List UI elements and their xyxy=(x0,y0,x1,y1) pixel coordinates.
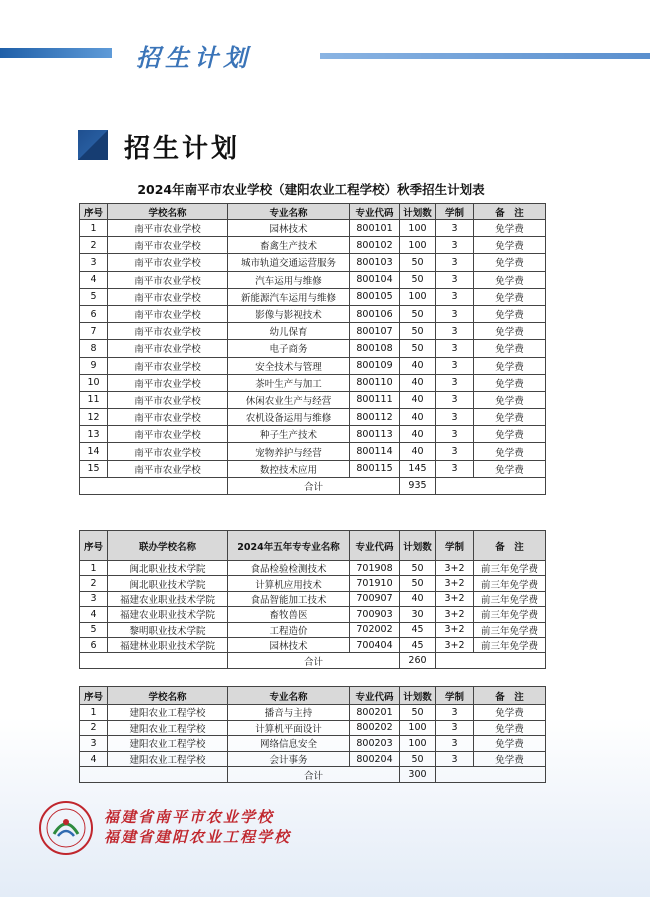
table-cell: 800102 xyxy=(350,237,400,254)
table-cell: 南平市农业学校 xyxy=(108,460,228,477)
table-cell: 免学费 xyxy=(474,705,546,721)
table-row xyxy=(80,305,546,322)
col-header: 序号 xyxy=(80,687,108,705)
total-value: 300 xyxy=(400,767,436,783)
table-cell: 3 xyxy=(436,705,474,721)
table-cell: 10 xyxy=(80,374,108,391)
col-header: 备 注 xyxy=(474,531,546,561)
table1-caption: 2024年南平市农业学校（建阳农业工程学校）秋季招生计划表 xyxy=(137,182,485,197)
table-cell: 3 xyxy=(436,374,474,391)
table-cell: 40 xyxy=(400,374,436,391)
header-title: 招生计划 xyxy=(136,43,252,72)
table-cell: 30 xyxy=(400,607,436,622)
table-row xyxy=(80,705,546,721)
table-cell: 100 xyxy=(400,720,436,736)
table-cell: 800108 xyxy=(350,340,400,357)
table-cell: 南平市农业学校 xyxy=(108,323,228,340)
col-header: 序号 xyxy=(80,531,108,561)
col-header: 备 注 xyxy=(474,204,546,220)
table-cell: 800103 xyxy=(350,254,400,271)
table-row xyxy=(80,288,546,305)
table-cell: 9 xyxy=(80,357,108,374)
table-row xyxy=(80,751,546,767)
table-cell: 会计事务 xyxy=(228,751,350,767)
table-cell: 40 xyxy=(400,443,436,460)
table-cell: 免学费 xyxy=(474,237,546,254)
table-cell: 702002 xyxy=(350,622,400,637)
table-cell: 宠物养护与经营 xyxy=(228,443,350,460)
table-cell: 南平市农业学校 xyxy=(108,237,228,254)
table-cell: 800204 xyxy=(350,751,400,767)
table2-header-row xyxy=(80,531,546,561)
table-cell: 免学费 xyxy=(474,220,546,237)
table-cell: 45 xyxy=(400,622,436,637)
table-cell: 前三年免学费 xyxy=(474,607,546,622)
table-row xyxy=(80,720,546,736)
table-cell: 3 xyxy=(80,736,108,752)
table-cell: 免学费 xyxy=(474,340,546,357)
table-cell: 50 xyxy=(400,705,436,721)
col-header: 专业代码 xyxy=(350,687,400,705)
table-cell: 3 xyxy=(80,254,108,271)
table-cell: 701910 xyxy=(350,576,400,591)
table-cell: 免学费 xyxy=(474,751,546,767)
table-row xyxy=(80,409,546,426)
table-cell: 100 xyxy=(400,237,436,254)
table-cell: 福建林业职业技术学院 xyxy=(108,637,228,652)
table-cell: 前三年免学费 xyxy=(474,561,546,576)
table-cell: 计算机平面设计 xyxy=(228,720,350,736)
table-cell: 数控技术应用 xyxy=(228,460,350,477)
table-cell: 3 xyxy=(436,288,474,305)
table-cell: 黎明职业技术学院 xyxy=(108,622,228,637)
table-cell: 南平市农业学校 xyxy=(108,305,228,322)
table-cell: 100 xyxy=(400,288,436,305)
table-row xyxy=(80,736,546,752)
table-cell: 前三年免学费 xyxy=(474,591,546,606)
table-cell: 前三年免学费 xyxy=(474,637,546,652)
table-cell: 新能源汽车运用与维修 xyxy=(228,288,350,305)
table-cell: 800111 xyxy=(350,391,400,408)
table-cell: 免学费 xyxy=(474,736,546,752)
table-cell: 3 xyxy=(436,409,474,426)
table-cell: 50 xyxy=(400,254,436,271)
table-cell: 800106 xyxy=(350,305,400,322)
table-cell: 3 xyxy=(436,254,474,271)
table-cell: 700903 xyxy=(350,607,400,622)
table-cell: 3+2 xyxy=(436,637,474,652)
table-row xyxy=(80,637,546,652)
col-header: 备 注 xyxy=(474,687,546,705)
table-cell: 影像与影视技术 xyxy=(228,305,350,322)
table-cell xyxy=(80,477,228,494)
table-row xyxy=(80,271,546,288)
table-cell: 8 xyxy=(80,340,108,357)
table-cell: 800110 xyxy=(350,374,400,391)
table-cell: 3 xyxy=(436,323,474,340)
col-header: 2024年五年专专业名称 xyxy=(228,531,350,561)
table-cell: 前三年免学费 xyxy=(474,576,546,591)
total-label: 合计 xyxy=(228,767,400,783)
table-cell: 6 xyxy=(80,305,108,322)
table-cell: 11 xyxy=(80,391,108,408)
table-cell: 50 xyxy=(400,561,436,576)
table-cell: 福建农业职业技术学院 xyxy=(108,607,228,622)
table-cell: 园林技术 xyxy=(228,220,350,237)
table-cell: 6 xyxy=(80,637,108,652)
table-cell: 免学费 xyxy=(474,357,546,374)
table-cell: 3 xyxy=(436,460,474,477)
section-mark-icon xyxy=(78,130,108,160)
table-cell: 13 xyxy=(80,426,108,443)
table-cell: 农机设备运用与维修 xyxy=(228,409,350,426)
table-cell: 800202 xyxy=(350,720,400,736)
table-cell: 建阳农业工程学校 xyxy=(108,720,228,736)
table-cell xyxy=(436,767,546,783)
table-total-row xyxy=(80,477,546,494)
table-row xyxy=(80,340,546,357)
table-cell: 畜牧兽医 xyxy=(228,607,350,622)
table-cell xyxy=(436,653,546,668)
table-cell: 种子生产技术 xyxy=(228,426,350,443)
col-header: 计划数 xyxy=(400,531,436,561)
table-cell: 3 xyxy=(436,426,474,443)
table-cell: 800104 xyxy=(350,271,400,288)
table-row xyxy=(80,622,546,637)
table-cell: 3+2 xyxy=(436,591,474,606)
table-cell: 5 xyxy=(80,622,108,637)
table-cell: 3 xyxy=(436,220,474,237)
table-cell: 电子商务 xyxy=(228,340,350,357)
table-cell: 南平市农业学校 xyxy=(108,443,228,460)
table-cell: 2 xyxy=(80,576,108,591)
table-cell: 50 xyxy=(400,751,436,767)
table-total-row xyxy=(80,653,546,668)
table-cell: 15 xyxy=(80,460,108,477)
table-cell: 3 xyxy=(436,751,474,767)
table-cell: 800201 xyxy=(350,705,400,721)
table-cell: 免学费 xyxy=(474,720,546,736)
header-band-right xyxy=(320,53,650,59)
table-cell: 800112 xyxy=(350,409,400,426)
table-cell: 50 xyxy=(400,576,436,591)
table-cell: 40 xyxy=(400,591,436,606)
table-cell: 40 xyxy=(400,426,436,443)
table-cell: 1 xyxy=(80,705,108,721)
total-value: 260 xyxy=(400,653,436,668)
table-row xyxy=(80,576,546,591)
table-cell: 4 xyxy=(80,751,108,767)
col-header: 计划数 xyxy=(400,687,436,705)
table-cell: 700404 xyxy=(350,637,400,652)
table-cell: 南平市农业学校 xyxy=(108,357,228,374)
table-cell: 40 xyxy=(400,391,436,408)
col-header: 专业名称 xyxy=(228,687,350,705)
table-cell: 建阳农业工程学校 xyxy=(108,736,228,752)
table-row xyxy=(80,391,546,408)
table-row xyxy=(80,561,546,576)
table-cell: 45 xyxy=(400,637,436,652)
footer-school-name-1: 福建省南平市农业学校 xyxy=(104,808,275,826)
table-cell: 3 xyxy=(436,391,474,408)
table-cell: 3 xyxy=(436,357,474,374)
table-cell: 50 xyxy=(400,323,436,340)
table-cell: 14 xyxy=(80,443,108,460)
table-cell: 3+2 xyxy=(436,607,474,622)
table-cell: 800203 xyxy=(350,736,400,752)
table-cell: 3 xyxy=(436,237,474,254)
col-header: 专业代码 xyxy=(350,204,400,220)
table-cell: 免学费 xyxy=(474,271,546,288)
table-cell: 南平市农业学校 xyxy=(108,271,228,288)
col-header: 学制 xyxy=(436,687,474,705)
table-cell: 南平市农业学校 xyxy=(108,374,228,391)
table-total-row xyxy=(80,767,546,783)
col-header: 计划数 xyxy=(400,204,436,220)
table-cell: 免学费 xyxy=(474,426,546,443)
table-cell: 南平市农业学校 xyxy=(108,254,228,271)
table-cell: 5 xyxy=(80,288,108,305)
table-cell: 800109 xyxy=(350,357,400,374)
table-cell: 3 xyxy=(436,340,474,357)
table-cell: 免学费 xyxy=(474,409,546,426)
col-header: 学校名称 xyxy=(108,204,228,220)
table-cell: 闽北职业技术学院 xyxy=(108,576,228,591)
table-cell: 800114 xyxy=(350,443,400,460)
table-cell: 南平市农业学校 xyxy=(108,340,228,357)
col-header: 联办学校名称 xyxy=(108,531,228,561)
table-cell: 食品检验检测技术 xyxy=(228,561,350,576)
table-cell: 工程造价 xyxy=(228,622,350,637)
table-cell: 免学费 xyxy=(474,323,546,340)
table-cell: 免学费 xyxy=(474,391,546,408)
col-header: 专业代码 xyxy=(350,531,400,561)
table-cell: 幼儿保育 xyxy=(228,323,350,340)
header-band-left xyxy=(0,48,112,58)
table-row xyxy=(80,591,546,606)
table-cell: 前三年免学费 xyxy=(474,622,546,637)
table-cell: 建阳农业工程学校 xyxy=(108,751,228,767)
table-cell: 畜禽生产技术 xyxy=(228,237,350,254)
table-cell: 汽车运用与维修 xyxy=(228,271,350,288)
table-cell xyxy=(80,767,228,783)
table-cell: 3+2 xyxy=(436,576,474,591)
table-cell: 100 xyxy=(400,220,436,237)
table-cell: 1 xyxy=(80,561,108,576)
table-cell: 3 xyxy=(436,443,474,460)
table-cell: 网络信息安全 xyxy=(228,736,350,752)
table-cell: 闽北职业技术学院 xyxy=(108,561,228,576)
table-cell: 南平市农业学校 xyxy=(108,220,228,237)
table-cell: 145 xyxy=(400,460,436,477)
table-row xyxy=(80,607,546,622)
table-cell: 免学费 xyxy=(474,460,546,477)
section-title: 招生计划 xyxy=(124,134,241,164)
table-cell: 800101 xyxy=(350,220,400,237)
table-cell: 700907 xyxy=(350,591,400,606)
table-cell: 建阳农业工程学校 xyxy=(108,705,228,721)
table-row xyxy=(80,357,546,374)
total-label: 合计 xyxy=(228,477,400,494)
table-cell: 城市轨道交通运营服务 xyxy=(228,254,350,271)
table-row xyxy=(80,443,546,460)
table-cell: 南平市农业学校 xyxy=(108,409,228,426)
table-cell: 1 xyxy=(80,220,108,237)
table-cell: 茶叶生产与加工 xyxy=(228,374,350,391)
table-row xyxy=(80,220,546,237)
table-cell: 3 xyxy=(436,271,474,288)
table-row xyxy=(80,426,546,443)
table-cell: 2 xyxy=(80,720,108,736)
table-cell: 免学费 xyxy=(474,254,546,271)
col-header: 学制 xyxy=(436,204,474,220)
table-cell: 4 xyxy=(80,607,108,622)
table-cell xyxy=(436,477,546,494)
table-cell: 3+2 xyxy=(436,622,474,637)
enrollment-table-joint xyxy=(79,530,546,669)
table-cell: 3 xyxy=(436,305,474,322)
table-cell: 计算机应用技术 xyxy=(228,576,350,591)
school-logo-icon xyxy=(38,800,94,856)
col-header: 序号 xyxy=(80,204,108,220)
table-cell: 福建农业职业技术学院 xyxy=(108,591,228,606)
table-cell: 播音与主持 xyxy=(228,705,350,721)
table-row xyxy=(80,254,546,271)
enrollment-table-jianyang xyxy=(79,686,546,783)
table-cell: 800107 xyxy=(350,323,400,340)
table-cell: 50 xyxy=(400,340,436,357)
table-cell: 3 xyxy=(436,720,474,736)
table1-header-row xyxy=(80,204,546,220)
table-cell: 40 xyxy=(400,357,436,374)
table-cell: 4 xyxy=(80,271,108,288)
table-row xyxy=(80,374,546,391)
table-cell: 800115 xyxy=(350,460,400,477)
table-cell: 免学费 xyxy=(474,288,546,305)
table-cell: 50 xyxy=(400,271,436,288)
table-cell: 800113 xyxy=(350,426,400,443)
total-value: 935 xyxy=(400,477,436,494)
table-cell: 40 xyxy=(400,409,436,426)
table-cell: 701908 xyxy=(350,561,400,576)
table-cell: 南平市农业学校 xyxy=(108,391,228,408)
col-header: 学校名称 xyxy=(108,687,228,705)
table-cell: 100 xyxy=(400,736,436,752)
table-cell: 3 xyxy=(80,591,108,606)
table-cell: 南平市农业学校 xyxy=(108,288,228,305)
table-row xyxy=(80,460,546,477)
table-cell: 休闲农业生产与经营 xyxy=(228,391,350,408)
table-cell: 南平市农业学校 xyxy=(108,426,228,443)
table-cell: 食品智能加工技术 xyxy=(228,591,350,606)
table-cell: 免学费 xyxy=(474,305,546,322)
table-cell: 12 xyxy=(80,409,108,426)
table-cell: 7 xyxy=(80,323,108,340)
total-label: 合计 xyxy=(228,653,400,668)
table-cell: 免学费 xyxy=(474,443,546,460)
table-cell: 800105 xyxy=(350,288,400,305)
enrollment-table-main xyxy=(79,203,546,495)
table-row xyxy=(80,237,546,254)
col-header: 学制 xyxy=(436,531,474,561)
table-cell: 3+2 xyxy=(436,561,474,576)
table3-header-row xyxy=(80,687,546,705)
table-cell: 50 xyxy=(400,305,436,322)
table-cell: 安全技术与管理 xyxy=(228,357,350,374)
table-cell: 2 xyxy=(80,237,108,254)
table-row xyxy=(80,323,546,340)
table-cell xyxy=(80,653,228,668)
col-header: 专业名称 xyxy=(228,204,350,220)
table-cell: 免学费 xyxy=(474,374,546,391)
table-cell: 园林技术 xyxy=(228,637,350,652)
table-cell: 3 xyxy=(436,736,474,752)
footer-school-name-2: 福建省建阳农业工程学校 xyxy=(104,828,292,846)
